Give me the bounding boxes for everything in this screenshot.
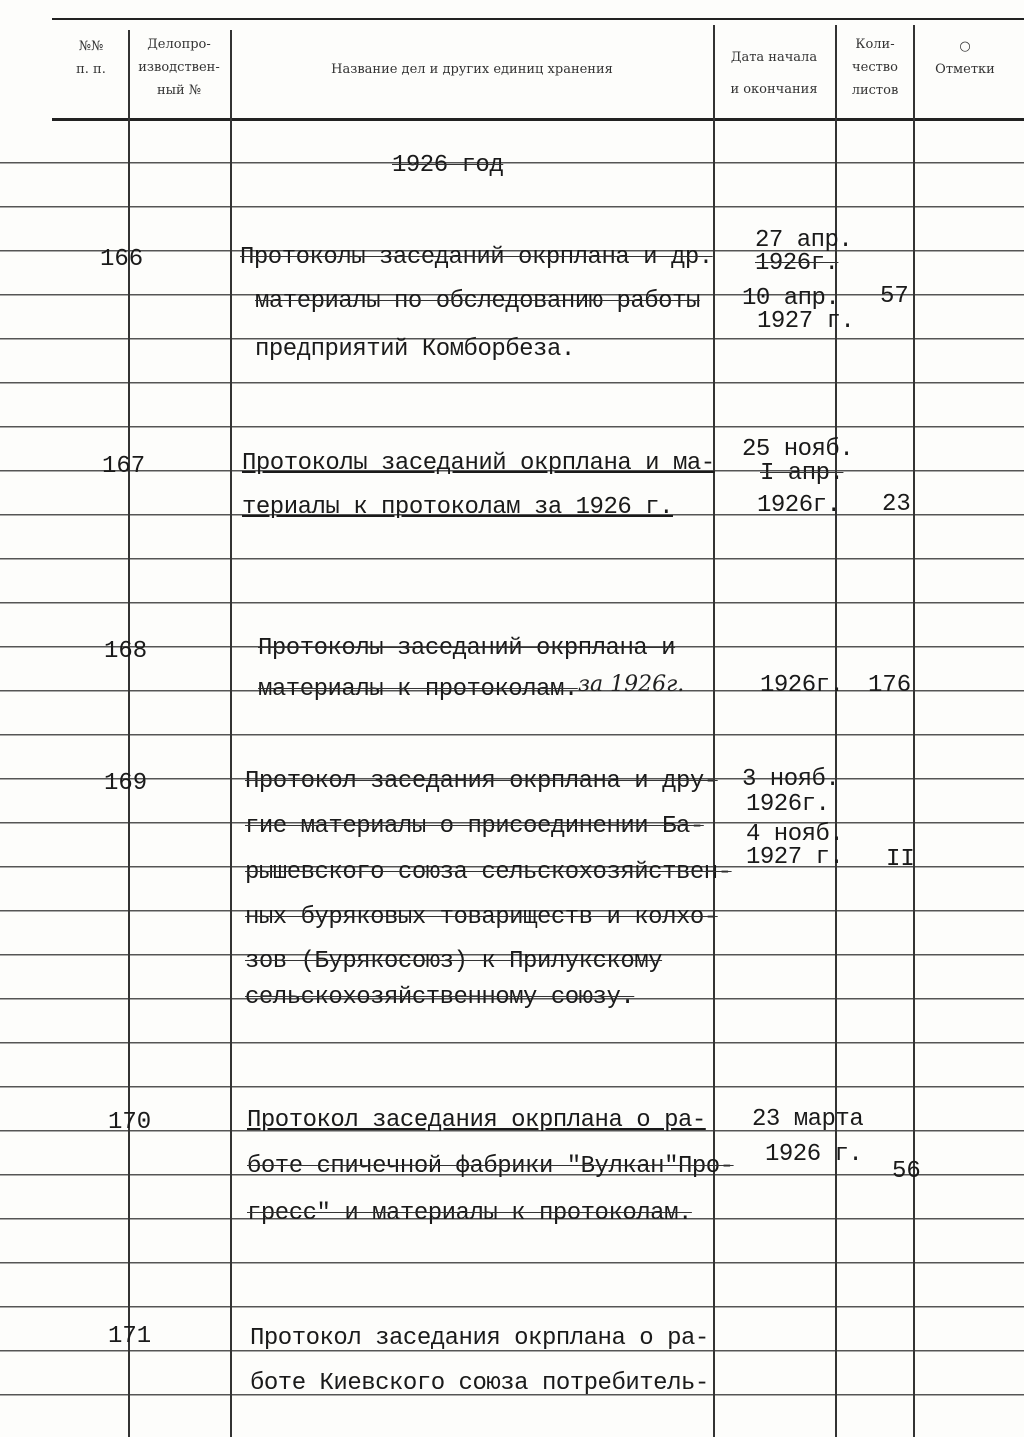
entry-title-line: рышевского союза сельскохозяйствен- bbox=[245, 859, 732, 886]
entry-title-line: Протоколы заседаний окрплана и ма- bbox=[242, 450, 715, 477]
header-num bbox=[60, 35, 122, 81]
entry-date: 1927 г. bbox=[746, 844, 844, 871]
entry-title-line: материалы к протоколам. bbox=[258, 676, 578, 703]
entry-number: 170 bbox=[108, 1109, 152, 1136]
entry-title-line: материалы по обследованию работы bbox=[255, 288, 700, 315]
entry-number: 169 bbox=[104, 770, 148, 797]
column-divider bbox=[128, 30, 130, 1437]
entry-title-line: сельскохозяйственному союзу. bbox=[245, 984, 635, 1011]
entry-title-line: Протокол заседания окрплана о ра- bbox=[250, 1325, 709, 1352]
entry-date: 1926 г. bbox=[765, 1141, 863, 1168]
entry-title-line: гресс" и материалы к протоколам. bbox=[247, 1200, 692, 1227]
entry-date: 1926г. bbox=[760, 672, 844, 699]
entry-sheets: II bbox=[886, 846, 915, 873]
header-text: изводствен- bbox=[138, 60, 220, 75]
entry-date: 3 нояб. bbox=[742, 766, 840, 793]
top-rule bbox=[52, 18, 1024, 20]
header-text: Коли- bbox=[855, 37, 895, 52]
entry-sheets: 176 bbox=[868, 672, 912, 699]
column-divider bbox=[913, 25, 915, 1437]
entry-date: 25 нояб. bbox=[742, 436, 854, 463]
header-text: ный № bbox=[156, 83, 202, 98]
column-divider bbox=[713, 25, 715, 1437]
entry-number: 171 bbox=[108, 1323, 152, 1350]
entry-date: 1926г. bbox=[755, 250, 839, 277]
header-text: листов bbox=[851, 83, 899, 98]
header-text: п. п. bbox=[76, 62, 106, 77]
header-dates bbox=[715, 42, 833, 106]
entry-title-line: Протокол заседания окрплана и дру- bbox=[245, 768, 718, 795]
entry-number: 166 bbox=[100, 246, 144, 273]
header-text: Отметки bbox=[935, 62, 995, 77]
header-notes bbox=[915, 35, 1015, 81]
entry-date: 1927 г. bbox=[757, 308, 855, 335]
entry-title-line: Протоколы заседаний окрплана и bbox=[258, 635, 676, 662]
entry-date: 1926г. bbox=[746, 791, 830, 818]
entry-sheets: 57 bbox=[880, 283, 909, 310]
entry-title-line: боте спичечной фабрики "Вулкан"Про- bbox=[247, 1153, 734, 1180]
entry-sheets: 56 bbox=[892, 1158, 921, 1185]
entry-date: 23 марта bbox=[752, 1106, 864, 1133]
header-text: №№ bbox=[78, 39, 104, 54]
entry-number: 168 bbox=[104, 638, 148, 665]
header-text: и окончания bbox=[730, 82, 818, 97]
entry-date: 10 апр. bbox=[742, 285, 840, 312]
year-heading: 1926 год bbox=[392, 152, 504, 179]
entry-sheets: 23 bbox=[882, 491, 911, 518]
entry-title-line: ных буряковых товариществ и колхо- bbox=[245, 904, 718, 931]
entry-date: I апр. bbox=[760, 460, 844, 487]
entry-title-line: гие материалы о присоединении Ба- bbox=[245, 813, 704, 840]
entry-date: 1926г. bbox=[757, 492, 841, 519]
entry-title-line: зов (Бурякосоюз) к Прилукскому bbox=[245, 948, 663, 975]
entry-title-line: Протокол заседания окрплана о ра- bbox=[247, 1107, 706, 1134]
entry-title-line: предприятий Комборбеза. bbox=[255, 336, 575, 363]
header-sheets bbox=[837, 33, 913, 102]
header-text: Делопро- bbox=[147, 37, 211, 52]
entry-date: 27 апр. bbox=[755, 227, 853, 254]
header-text: чество bbox=[852, 60, 898, 75]
entry-title-line: Протоколы заседаний окрплана и др. bbox=[240, 244, 713, 271]
column-divider bbox=[230, 30, 232, 1437]
header-text: Дата начала bbox=[730, 50, 818, 65]
header-rule bbox=[52, 118, 1024, 121]
handwritten-note: за 1926г. bbox=[578, 672, 685, 697]
header-title: Название дел и других единиц хранения bbox=[331, 62, 613, 77]
header-office bbox=[130, 33, 228, 102]
entry-number: 167 bbox=[102, 453, 146, 480]
entry-title-line: боте Киевского союза потребитель- bbox=[250, 1370, 709, 1397]
entry-title-line: териалы к протоколам за 1926 г. bbox=[242, 494, 673, 521]
circle-mark-icon: ○ bbox=[959, 39, 971, 54]
entry-date: 4 нояб. bbox=[746, 821, 844, 848]
